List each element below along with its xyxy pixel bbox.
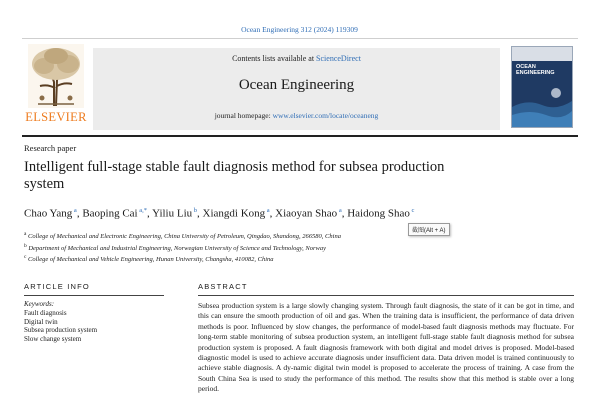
journal-homepage-link[interactable]: www.elsevier.com/locate/oceaneng: [272, 111, 379, 120]
affiliation-marker: a: [24, 231, 27, 237]
keyword-item: Fault diagnosis: [24, 309, 67, 317]
author-separator: ,: [341, 207, 348, 220]
author-name[interactable]: Chao Yang: [24, 207, 73, 220]
journal-title[interactable]: Ocean Engineering: [238, 77, 355, 93]
elsevier-tree-icon: [28, 44, 84, 108]
author-name[interactable]: Xiangdi Kong: [202, 207, 266, 220]
article-title: Intelligent full-stage stable fault diagnosis method for subsea production system: [24, 159, 445, 192]
keyword-item: Digital twin: [24, 317, 58, 326]
author-affiliation-marker[interactable]: a,*: [139, 207, 148, 214]
cover-art-icon: [512, 81, 572, 127]
screenshot-shortcut-tooltip[interactable]: 截图(Alt + A): [408, 223, 450, 236]
cover-header-strip: [512, 47, 572, 61]
author-separator: ,: [76, 207, 83, 220]
contents-line: [93, 54, 500, 63]
keyword-list: [24, 309, 97, 343]
affiliation-marker: b: [24, 242, 27, 249]
contents-prefix: Contents lists available at: [232, 54, 317, 63]
affiliation-item: [24, 253, 341, 265]
elsevier-wordmark: ELSEVIER: [25, 110, 87, 124]
author-affiliation-marker[interactable]: c: [411, 207, 415, 214]
affiliation-text: College of Mechanical and Vehicle Engineering, Hunan University, Changsha, 410082, China: [28, 256, 274, 264]
author-affiliation-marker[interactable]: a: [266, 207, 270, 214]
abstract-heading: ABSTRACT: [198, 282, 248, 291]
article-info-divider: [24, 295, 164, 296]
author-affiliation-marker[interactable]: b: [193, 207, 198, 214]
keyword-item: Slow change system: [24, 334, 82, 343]
author-list: [24, 207, 414, 220]
article-type: Research paper: [24, 143, 77, 153]
author-name[interactable]: Haidong Shao: [347, 207, 410, 220]
affiliation-text: Department of Mechanical and Industrial Engineering, Norwegian University of Science and Technology, Norway: [28, 244, 326, 252]
author-affiliation-marker[interactable]: a: [338, 207, 342, 214]
header-divider-top: [22, 38, 578, 39]
homepage-prefix: journal homepage:: [214, 111, 273, 120]
author-separator: ,: [147, 207, 153, 220]
author-name[interactable]: Yiliu Liu: [152, 207, 193, 220]
journal-citation[interactable]: Ocean Engineering 312 (2024) 119309: [241, 25, 358, 34]
affiliation-item: [24, 242, 341, 254]
elsevier-logo[interactable]: [24, 44, 88, 130]
abstract-divider: [198, 295, 574, 296]
abstract-text: Subsea production system is a large slowly changing system. Through fault diagnosis, the state of it can be got in time, and this can ensure the smooth production of oil and gas. When the training data is insufficient, the performance of data driven methods is poor. Influenced by slow changes, the performance of model-based fault diagnosis methods may fluctuate. For long-term stable monitoring of subsea production system, an intelligent full-stage stable fault diagnosis method for subsea production system is proposed. A fault diagnosis framework with both digital and model drives is proposed. Model-based diagnostic model is used to achieve accurate diagnosis under insufficient data. Data driven model is trained continuously to achieve stable diagnosis. A dy-namic digital twin model is proposed to accelerate the process of training. A case from the South China Sea is used to study the performance of this method. The results show that this method is stable over a long period.: [198, 301, 574, 394]
affiliation-list: [24, 230, 341, 265]
homepage-line: [93, 111, 500, 120]
journal-header-box: [93, 48, 500, 130]
affiliation-item: [24, 230, 341, 242]
author-affiliation-marker[interactable]: a: [73, 207, 77, 214]
article-info-heading: ARTICLE INFO: [24, 282, 90, 291]
keywords-label: Keywords:: [24, 300, 55, 308]
affiliation-text: College of Mechanical and Electronic Engineering, China University of Petroleum, Qingdao, Shandong, 266580, China: [28, 233, 341, 241]
affiliation-marker: c: [24, 254, 27, 261]
author-name[interactable]: Baoping Cai: [82, 207, 138, 220]
sciencedirect-link[interactable]: ScienceDirect: [316, 54, 361, 63]
author-name[interactable]: Xiaoyan Shao: [275, 207, 338, 220]
cover-title: OCEAN ENGINEERING: [516, 64, 555, 76]
journal-cover-image[interactable]: [511, 46, 573, 128]
keyword-item: Subsea production system: [24, 326, 98, 334]
header-divider-bottom: [22, 135, 578, 137]
author-separator: ,: [197, 207, 203, 220]
author-separator: ,: [269, 207, 276, 220]
